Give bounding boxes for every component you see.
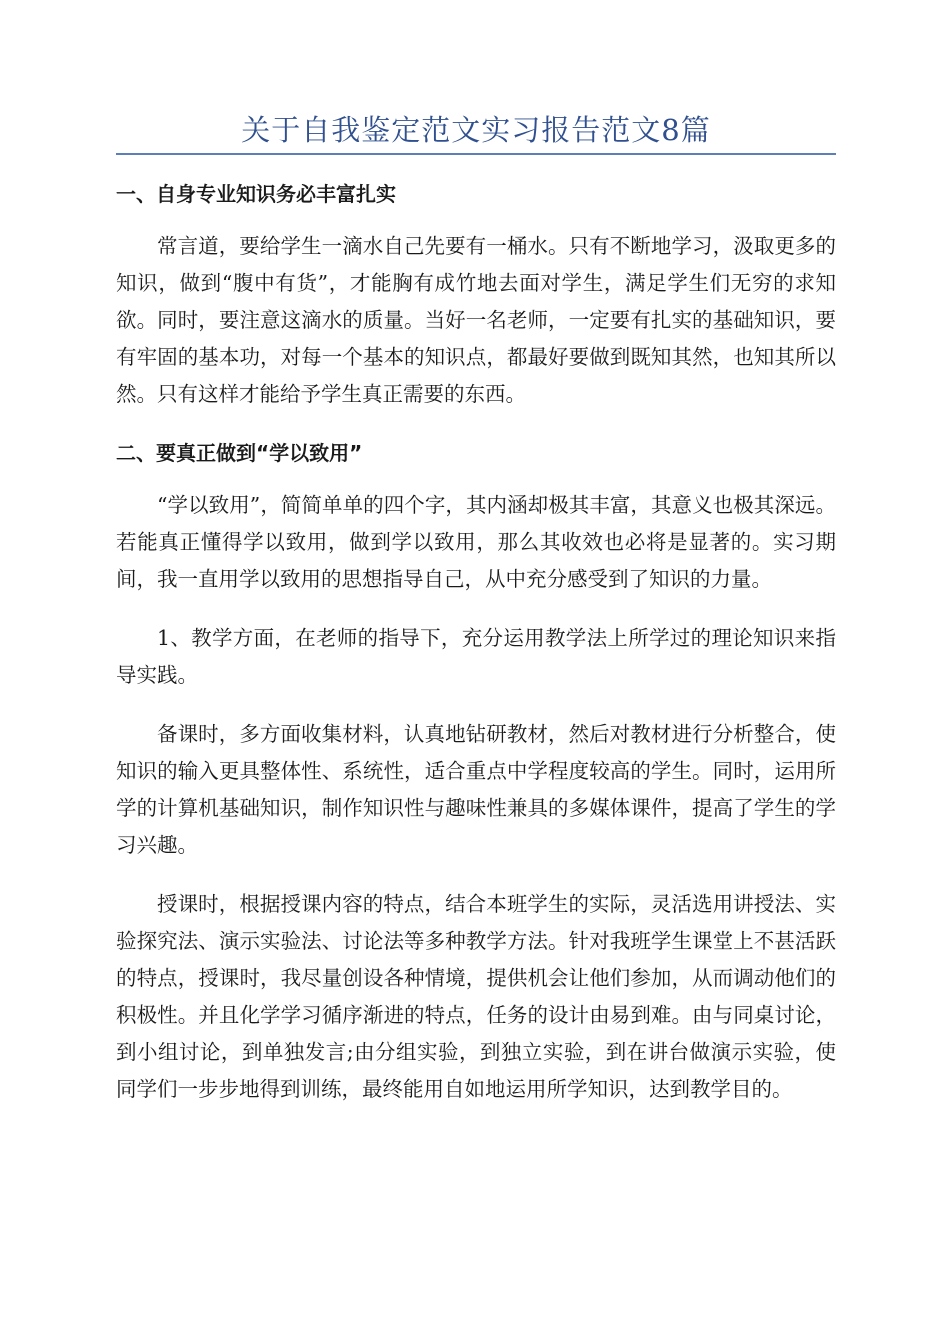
paragraph: “学以致用”，简简单单的四个字，其内涵却极其丰富，其意义也极其深远。若能真正懂得学以致用，做到学以致用，那么其收效也必将是显著的。实习期间，我一直用学以致用的思想指导自己，从中充分感受到了知识的力量。: [116, 493, 836, 591]
section-2: [116, 435, 836, 1108]
paragraph: 授课时，根据授课内容的特点，结合本班学生的实际，灵活选用讲授法、实验探究法、演示实验法、讨论法等多种教学方法。针对我班学生课堂上不甚活跃的特点，授课时，我尽量创设各种情境，提供机会让他们参加，从而调动他们的积极性。并且化学学习循序渐进的特点，任务的设计由易到难。由与同桌讨论，到小组讨论，到单独发言;由分组实验，到独立实验，到在讲台做演示实验，使同学们一步步地得到训练，最终能用自如地运用所学知识，达到教学目的。: [116, 892, 836, 1101]
paragraph: 1、教学方面，在老师的指导下，充分运用教学法上所学过的理论知识来指导实践。: [116, 626, 836, 687]
section-1: [116, 176, 836, 413]
section-heading: 二、要真正做到“学以致用”: [116, 441, 363, 465]
paragraph: 常言道，要给学生一滴水自己先要有一桶水。只有不断地学习，汲取更多的知识，做到“腹中有货”，才能胸有成竹地去面对学生，满足学生们无穷的求知欲。同时，要注意这滴水的质量。当好一名老师，一定要有扎实的基础知识，要有牢固的基本功，对每一个基本的知识点，都最好要做到既知其然，也知其所以然。只有这样才能给予学生真正需要的东西。: [116, 234, 836, 406]
paragraph: 备课时，多方面收集材料，认真地钻研教材，然后对教材进行分析整合，使知识的输入更具整体性、系统性，适合重点中学程度较高的学生。同时，运用所学的计算机基础知识，制作知识性与趣味性兼具的多媒体课件，提高了学生的学习兴趣。: [116, 722, 836, 857]
section-heading: 一、自身专业知识务必丰富扎实: [116, 182, 396, 206]
title-underline: [116, 153, 836, 155]
document-title: 关于自我鉴定范文实习报告范文8篇: [241, 113, 711, 147]
document-body: [116, 176, 836, 1130]
